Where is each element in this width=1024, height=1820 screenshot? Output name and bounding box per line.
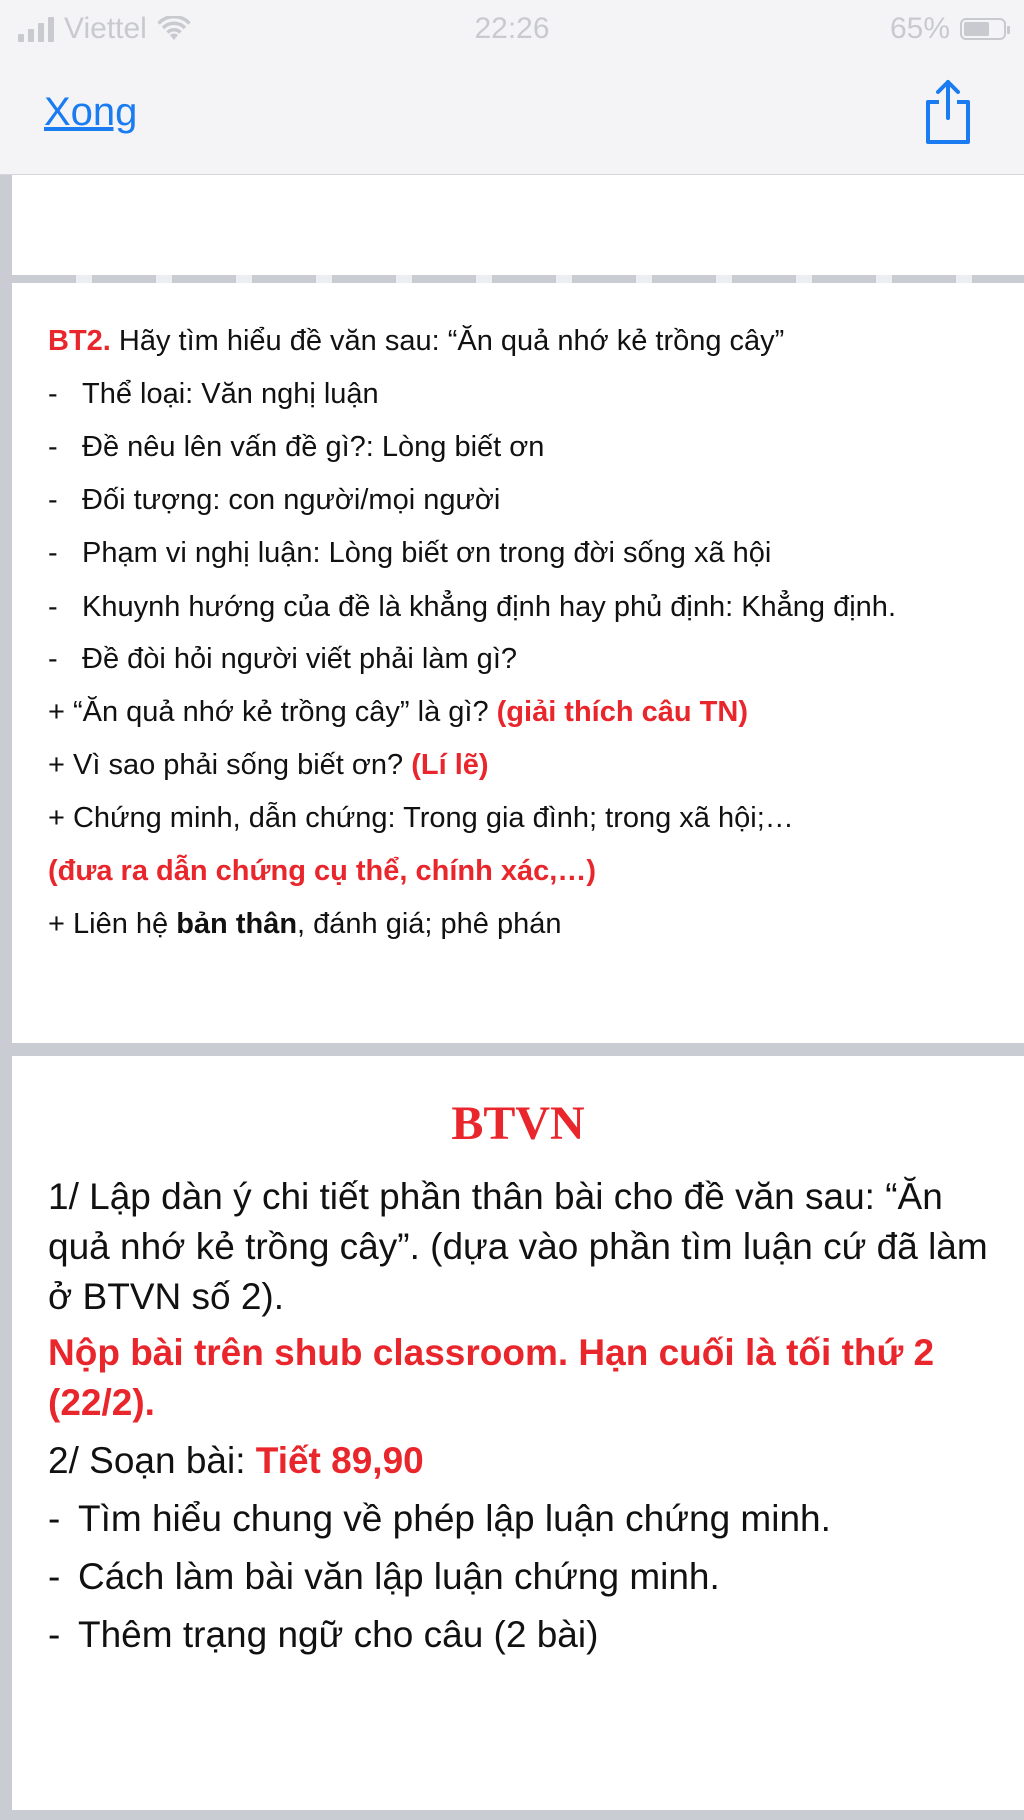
carrier-name: Viettel	[64, 12, 147, 45]
bullet-item: - Đề đòi hỏi người viết phải làm gì?	[48, 643, 517, 675]
deadline-note: Nộp bài trên shub classroom. Hạn cuối là tối thứ 2 (22/2).	[48, 1332, 935, 1423]
bullet-item: - Đối tượng: con người/mọi người	[48, 484, 501, 516]
done-button[interactable]: Xong	[44, 90, 138, 134]
bullet-item: - Thể loại: Văn nghị luận	[48, 378, 379, 410]
exercise-label: BT2.	[48, 325, 111, 357]
homework-bullet: - Tìm hiểu chung về phép lập luận chứng minh.	[48, 1498, 831, 1539]
status-bar	[0, 0, 1024, 58]
battery-icon	[960, 18, 1006, 40]
exercise-heading	[48, 315, 1018, 368]
slide-divider	[12, 275, 1024, 283]
slide-2-title: BTVN	[451, 1097, 585, 1150]
plus-item: + Chứng minh, dẫn chứng: Trong gia đình; trong xã hội;…	[48, 802, 794, 834]
homework-item-1: 1/ Lập dàn ý chi tiết phần thân bài cho đề văn sau: “Ăn quả nhớ kẻ trồng cây”. (dựa vào phần tìm luận cứ đã làm ở BTVN số 2).	[48, 1176, 988, 1317]
plus-item: + Liên hệ bản thân, đánh giá; phê phán	[48, 908, 562, 940]
slide-1-body	[48, 315, 1018, 951]
status-right	[890, 0, 1006, 58]
top-bar	[0, 0, 1024, 175]
exercise-heading-text: Hãy tìm hiểu đề văn sau: “Ăn quả nhớ kẻ trồng cây”	[110, 325, 785, 357]
plus-item-note: (đưa ra dẫn chứng cụ thể, chính xác,…)	[48, 855, 596, 887]
bullet-item: - Khuynh hướng của đề là khẳng định hay phủ định: Khẳng định.	[48, 591, 896, 623]
homework-bullet: - Cách làm bài văn lập luận chứng minh.	[48, 1556, 720, 1597]
plus-item: + “Ăn quả nhớ kẻ trồng cây” là gì? (giải thích câu TN)	[48, 696, 748, 728]
homework-item-2: 2/ Soạn bài: Tiết 89,90	[48, 1440, 424, 1481]
slide-2	[12, 1056, 1024, 1810]
bullet-item: - Phạm vi nghị luận: Lòng biết ơn trong đời sống xã hội	[48, 537, 772, 569]
bullet-item: - Đề nêu lên vấn đề gì?: Lòng biết ơn	[48, 431, 545, 463]
slide-2-body	[48, 1172, 1008, 1660]
homework-bullet: - Thêm trạng ngữ cho câu (2 bài)	[48, 1614, 599, 1655]
share-icon[interactable]	[920, 76, 976, 148]
battery-percent: 65%	[889, 12, 950, 45]
slide-1	[12, 175, 1024, 1043]
document-viewer[interactable]	[0, 175, 1024, 1820]
plus-item: + Vì sao phải sống biết ơn? (Lí lẽ)	[48, 749, 489, 781]
status-time: 22:26	[474, 12, 550, 45]
battery-fill	[964, 22, 989, 36]
